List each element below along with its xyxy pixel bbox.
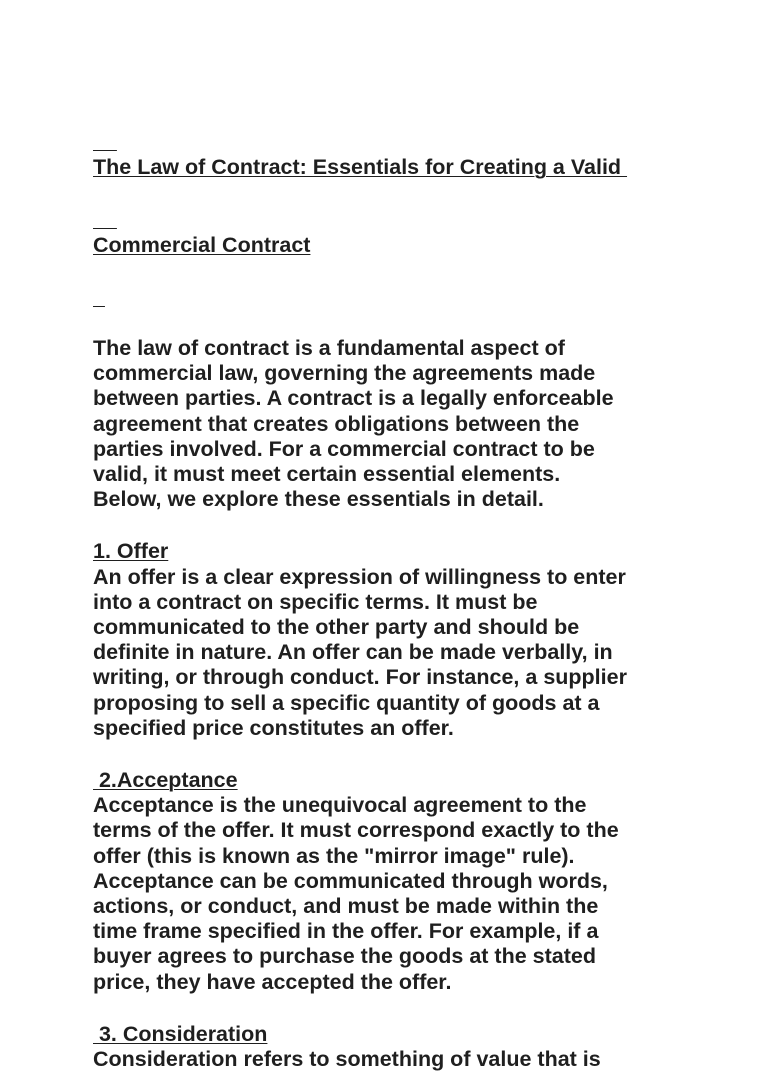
title-line: Commercial Contract [93,233,311,257]
body-line: Consideration refers to something of value that is [93,1047,601,1072]
section-body [93,1047,683,1072]
body-line: actions, or conduct, and must be made within the [93,894,599,919]
body-line: Acceptance can be communicated through words, [93,868,608,893]
intro-line: agreement that creates obligations between the [93,411,580,436]
body-line: offer (this is known as the "mirror image" rule). [93,843,575,868]
body-line: time frame specified in the offer. For example, if a [93,919,599,944]
section-heading: 2.Acceptance [93,768,238,793]
body-line: terms of the offer. It must correspond exactly to the [93,818,619,843]
section-body [93,793,683,995]
document-title [93,102,683,310]
intro-line: Below, we explore these essentials in detail. [93,487,544,512]
body-line: An offer is a clear expression of willingness to enter [93,564,626,589]
body-line: price, they have accepted the offer. [93,969,452,994]
body-line: writing, or through conduct. For instance, a supplier [93,665,627,690]
document-page [93,102,683,1072]
intro-paragraph [93,336,683,512]
section-body [93,565,683,741]
section-acceptance [93,768,683,995]
body-line: definite in nature. An offer can be made verbally, in [93,640,613,665]
section-heading: 1. Offer [93,539,169,564]
intro-line: The law of contract is a fundamental aspect of [93,336,565,360]
intro-line: between parties. A contract is a legally enforceable [93,386,614,411]
body-line: communicated to the other party and should be [93,615,580,640]
section-consideration [93,1022,683,1072]
body-line: specified price constitutes an offer. [93,715,454,740]
body-line: buyer agrees to purchase the goods at the stated [93,944,596,969]
title-line: The Law of Contract: Essentials for Creating a Valid [93,155,628,179]
section-offer [93,539,683,741]
section-heading: 3. Consideration [93,1021,268,1046]
intro-line: commercial law, governing the agreements made [93,361,596,386]
body-line: into a contract on specific terms. It must be [93,589,538,614]
intro-line: valid, it must meet certain essential elements. [93,462,561,487]
intro-line: parties involved. For a commercial contract to be [93,436,595,461]
body-line: Acceptance is the unequivocal agreement to the [93,793,587,818]
body-line: proposing to sell a specific quantity of goods at a [93,690,600,715]
